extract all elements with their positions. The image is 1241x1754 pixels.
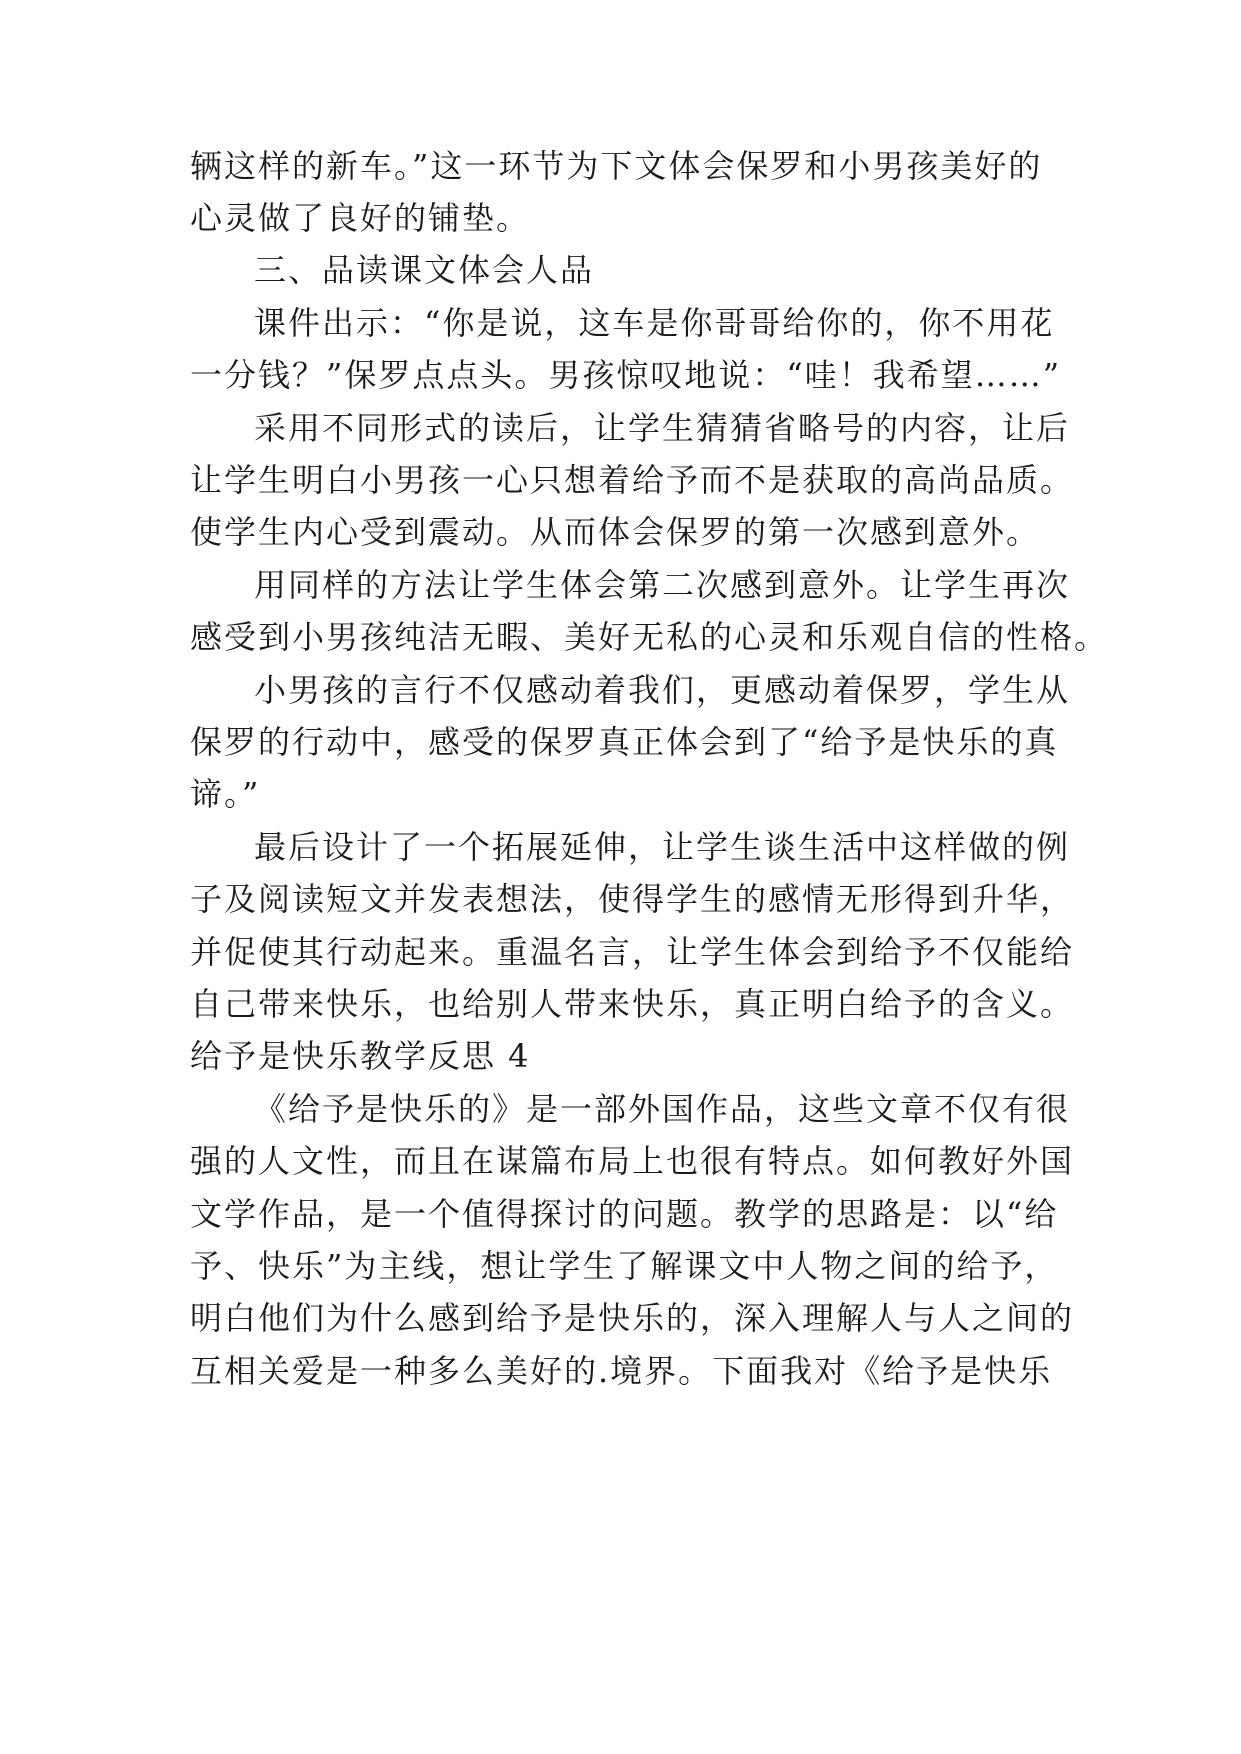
text-line: 采用不同形式的读后，让学生猜猜省略号的内容，让后	[254, 409, 1071, 447]
text-line: 心灵做了良好的铺垫。	[190, 199, 531, 237]
text-line: 课件出示：“你是说，这车是你哥哥给你的，你不用花	[254, 304, 1055, 342]
text-line: 并促使其行动起来。重温名言，让学生体会到给予不仅能给	[190, 933, 1075, 971]
text-line: 《给予是快乐的》是一部外国作品，这些文章不仅有很	[254, 1090, 1071, 1128]
text-line: 保罗的行动中，感受的保罗真正体会到了“给予是快乐的真	[190, 723, 1059, 761]
text-line: 用同样的方法让学生体会第二次感到意外。让学生再次	[254, 566, 1071, 604]
text-line: 使学生内心受到震动。从而体会保罗的第一次感到意外。	[190, 513, 1041, 551]
text-line: 文学作品，是一个值得探讨的问题。教学的思路是：以“给	[190, 1195, 1059, 1233]
text-line: 子及阅读短文并发表想法，使得学生的感情无形得到升华，	[190, 880, 1075, 918]
text-line: 谛。”	[190, 775, 261, 813]
text-line: 让学生明白小男孩一心只想着给予而不是获取的高尚品质。	[190, 461, 1075, 499]
text-line: 明白他们为什么感到给予是快乐的，深入理解人与人之间的	[190, 1299, 1075, 1337]
text-line: 辆这样的新车。”这一环节为下文体会保罗和小男孩美好的	[190, 147, 1043, 185]
section-heading: 三、品读课文体会人品	[254, 251, 595, 289]
text-line: 互相关爱是一种多么美好的.境界。下面我对《给予是快乐	[190, 1352, 1053, 1390]
text-line: 感受到小男孩纯洁无暇、美好无私的心灵和乐观自信的性格。	[190, 618, 1109, 656]
text-line: 自己带来快乐，也给别人带来快乐，真正明白给予的含义。	[190, 985, 1075, 1023]
text-line: 予、快乐”为主线，想让学生了解课文中人物之间的给予，	[190, 1247, 1059, 1285]
text-line: 最后设计了一个拓展延伸，让学生谈生活中这样做的例	[254, 828, 1071, 866]
text-line: 一分钱？”保罗点点头。男孩惊叹地说：“哇！我希望……”	[190, 356, 1062, 394]
text-line: 强的人文性，而且在谋篇布局上也很有特点。如何教好外国	[190, 1142, 1075, 1180]
text-line: 小男孩的言行不仅感动着我们，更感动着保罗，学生从	[254, 671, 1071, 709]
section-title: 给予是快乐教学反思 4	[190, 1037, 531, 1075]
